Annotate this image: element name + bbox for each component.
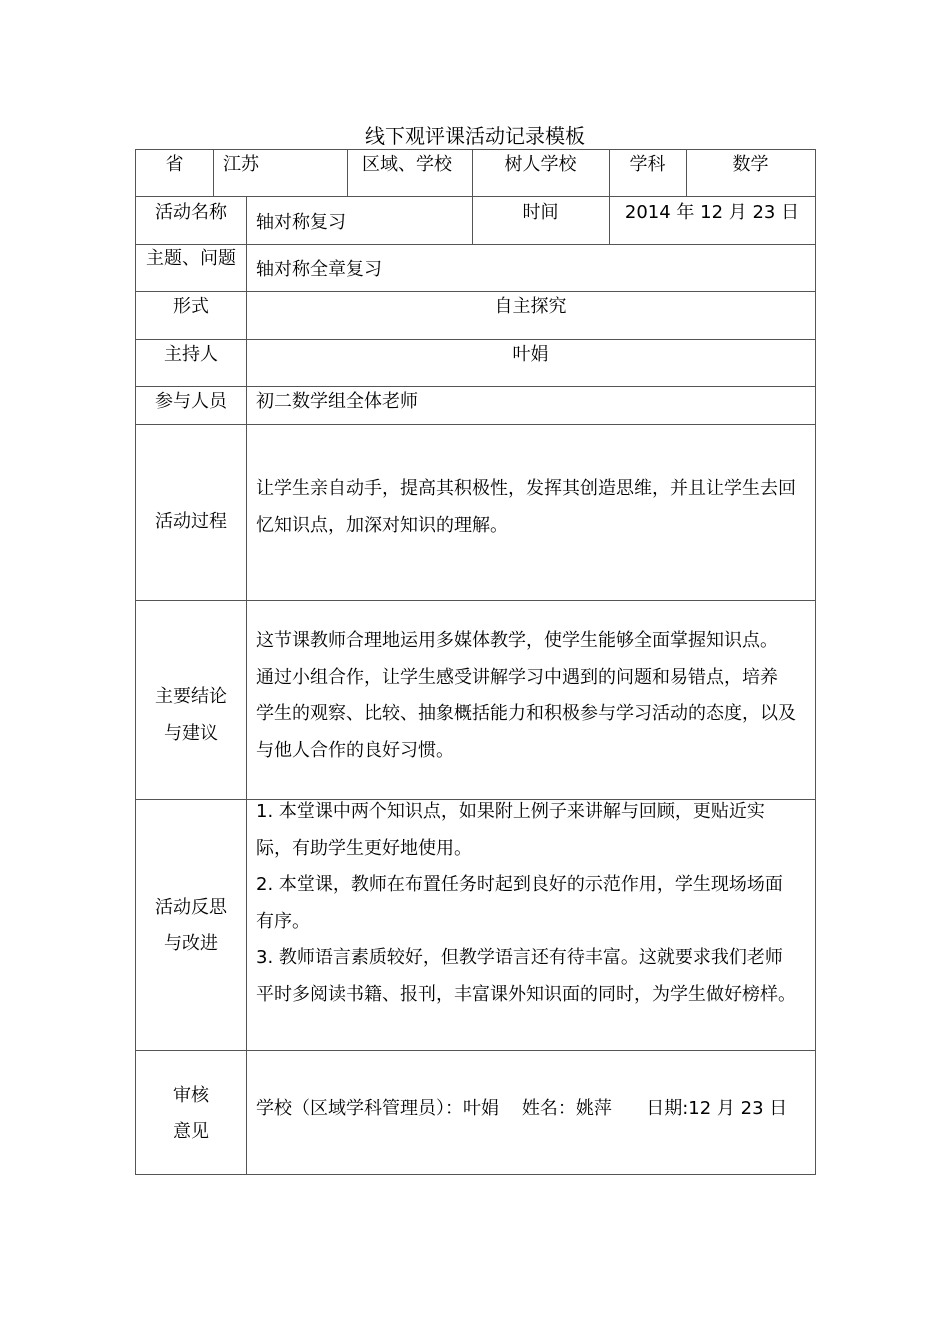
process-line: 让学生亲自动手，提高其积极性，发挥其创造思维，并且让学生去回 [256,478,796,499]
conclusion-label-line: 主要结论 [155,686,227,707]
review-label-line: 意见 [173,1121,209,1142]
time-label: 时间 [522,202,559,223]
reflection-label [136,890,246,962]
conclusion-text [256,623,796,769]
conclusion-label [136,678,246,752]
province-value: 江苏 [223,154,259,175]
conclusion-label-line: 与建议 [164,723,218,744]
reflection-line: 3. 教师语言素质较好，但教学语言还有待丰富。这就要求我们老师 [256,947,783,968]
record-table [135,196,816,1175]
reflection-line: 2. 本堂课，教师在布置任务时起到良好的示范作用，学生现场场面 [256,874,783,895]
conclusion-line: 学生的观察、比较、抽象概括能力和积极参与学习活动的态度，以及 [256,703,796,724]
review-label-line: 审核 [173,1085,209,1106]
conclusion-line: 与他人合作的良好习惯。 [256,739,454,761]
row-province [135,149,816,197]
school-value: 树人学校 [504,154,577,175]
reflection-line: 1. 本堂课中两个知识点，如果附上例子来讲解与回顾，更贴近实 [256,801,765,822]
form-label: 形式 [173,296,209,317]
host-value: 叶娟 [512,344,549,365]
participants-label: 参与人员 [155,391,227,412]
reflection-line: 平时多阅读书籍、报刊，丰富课外知识面的同时，为学生做好榜样。 [256,983,796,1005]
reflection-line: 际，有助学生更好地使用。 [256,837,472,859]
reflection-text [256,794,796,1013]
topic-label: 主题、问题 [146,248,236,269]
conclusion-line: 这节课教师合理地运用多媒体教学，使学生能够全面掌握知识点。 [256,630,778,651]
process-line: 忆知识点，加深对知识的理解。 [256,514,508,536]
page-title: 线下观评课活动记录模板 [365,124,585,148]
reflection-label-line: 与改进 [164,933,218,954]
activity-value: 轴对称复习 [256,212,346,233]
process-text [256,471,796,544]
process-label: 活动过程 [155,511,227,532]
subject-value: 数学 [732,154,769,175]
topic-value: 轴对称全章复习 [256,259,382,280]
participants-value: 初二数学组全体老师 [256,391,418,412]
time-value: 2014 年 12 月 23 日 [624,202,800,223]
subject-label: 学科 [629,154,666,175]
reflection-line: 有序。 [256,910,310,932]
reflection-label-line: 活动反思 [155,897,227,918]
activity-label: 活动名称 [155,202,227,223]
conclusion-line: 通过小组合作，让学生感受讲解学习中遇到的问题和易错点，培养 [256,666,778,688]
review-value: 学校（区域学科管理员）：叶娟 姓名：姚萍 日期:12 月 23 日 [256,1098,788,1119]
review-label [136,1078,246,1150]
form-value: 自主探究 [494,296,567,317]
province-label: 省 [165,154,184,175]
host-label: 主持人 [164,344,218,365]
region-label: 区域、学校 [362,154,452,175]
